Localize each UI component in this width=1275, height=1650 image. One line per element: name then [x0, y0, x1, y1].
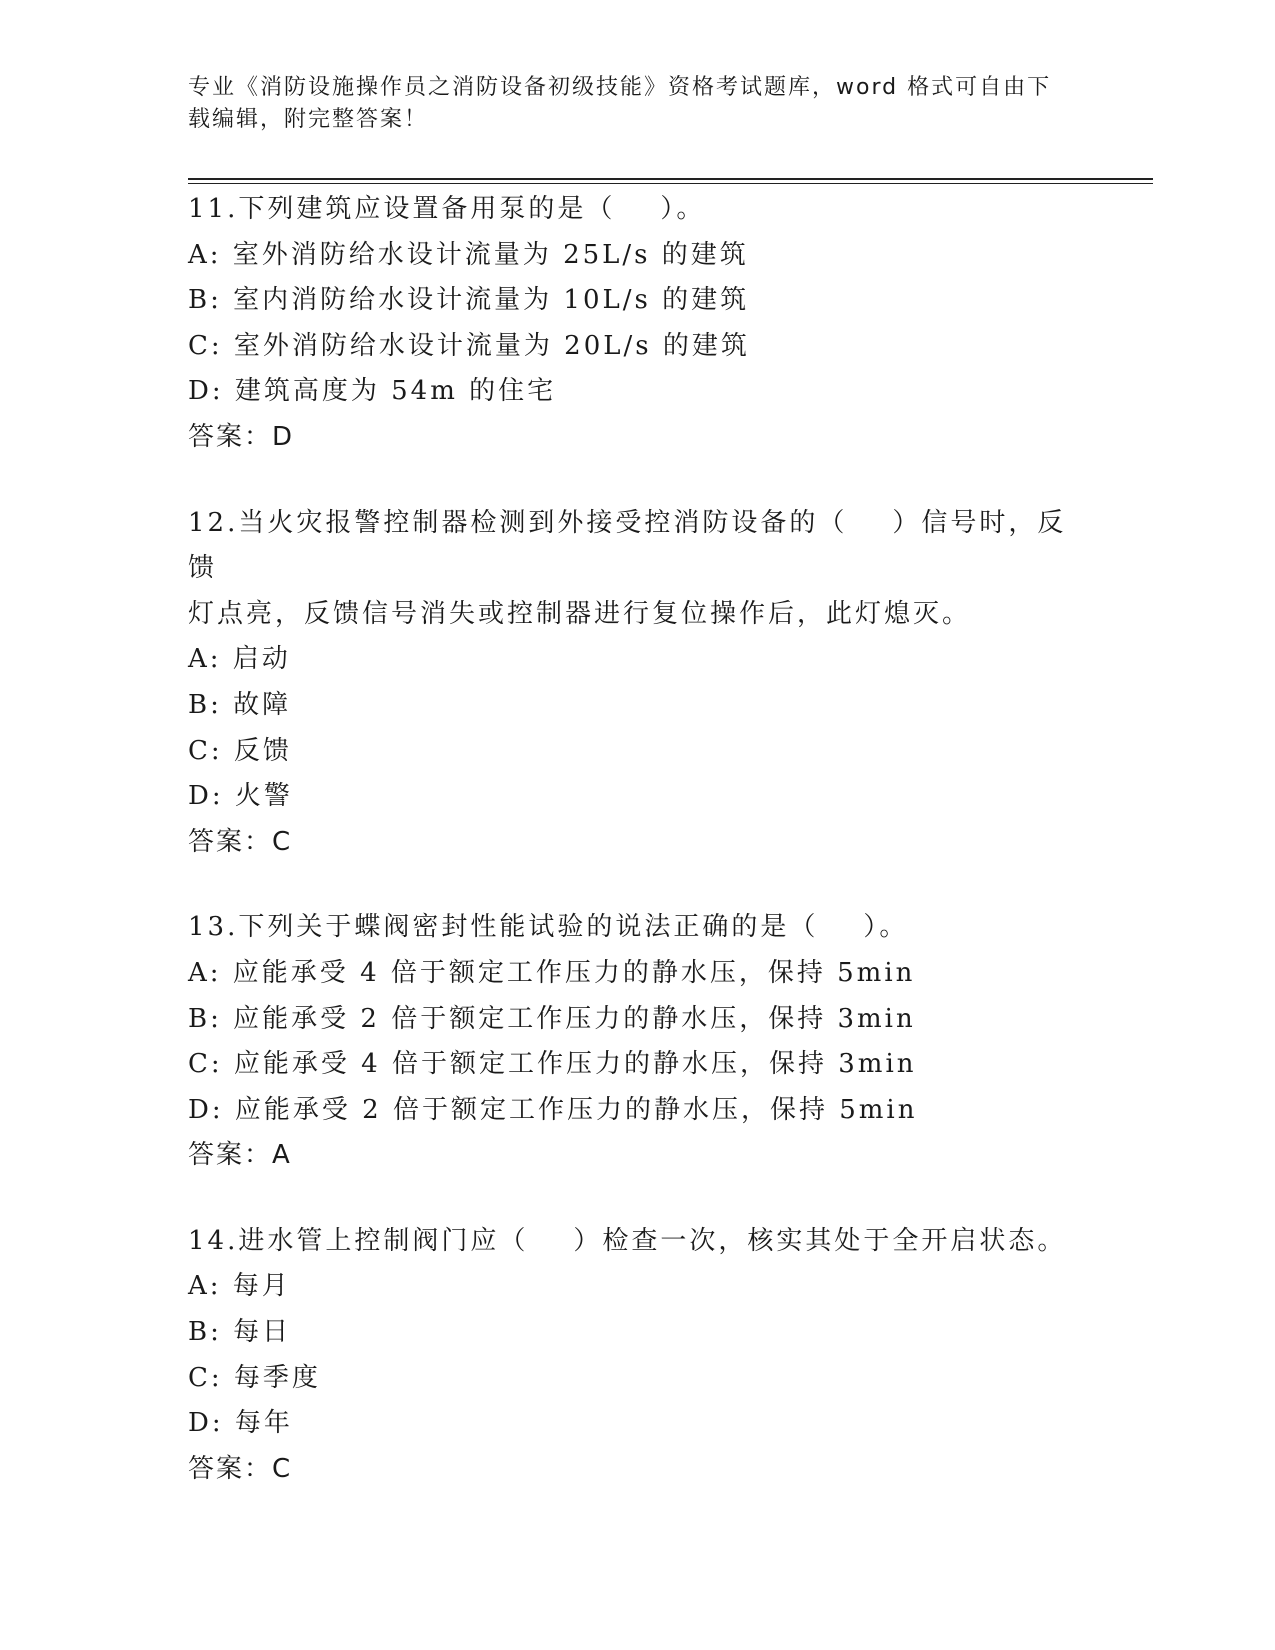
question-list	[188, 187, 1088, 1532]
answer-label: 答案：C	[188, 826, 293, 857]
header-title-line-1: 专业《消防设施操作员之消防设备初级技能》资格考试题库，word 格式可自由下	[188, 75, 1052, 100]
question-13	[188, 905, 1088, 1179]
header-divider-thick	[188, 178, 1153, 180]
header-divider-thin	[188, 183, 1153, 184]
option-a: A: 应能承受 4 倍于额定工作压力的静水压，保持 5min	[188, 957, 916, 988]
option-c: C: 应能承受 4 倍于额定工作压力的静水压，保持 3min	[188, 1049, 917, 1080]
question-11	[188, 187, 1088, 461]
option-a: A: 启动	[188, 644, 291, 675]
option-c: C: 室外消防给水设计流量为 20L/s 的建筑	[188, 330, 750, 361]
option-b: B: 故障	[188, 689, 292, 720]
question-stem: 12.当火灾报警控制器检测到外接受控消防设备的（ ）信号时，反馈	[188, 507, 1067, 584]
option-b: B: 每日	[188, 1317, 292, 1348]
option-b: B: 应能承受 2 倍于额定工作压力的静水压，保持 3min	[188, 1003, 916, 1034]
document-header	[188, 72, 1068, 136]
option-b: B: 室内消防给水设计流量为 10L/s 的建筑	[188, 285, 750, 316]
option-a: A: 每月	[188, 1271, 291, 1302]
question-14	[188, 1219, 1088, 1493]
option-d: D: 火警	[188, 781, 293, 812]
option-c: C: 反馈	[188, 735, 292, 766]
question-stem-continued: 灯点亮，反馈信号消失或控制器进行复位操作后，此灯熄灭。	[188, 598, 972, 629]
header-title-line-2: 载编辑，附完整答案！	[188, 107, 429, 132]
option-c: C: 每季度	[188, 1362, 321, 1393]
answer-label: 答案：A	[188, 1140, 292, 1171]
option-d: D: 每年	[188, 1408, 293, 1439]
option-d: D: 建筑高度为 54m 的住宅	[188, 376, 557, 407]
question-stem: 13.下列关于蝶阀密封性能试验的说法正确的是（ ）。	[188, 912, 909, 943]
question-stem: 14.进水管上控制阀门应（ ）检查一次，核实其处于全开启状态。	[188, 1225, 1067, 1256]
option-a: A: 室外消防给水设计流量为 25L/s 的建筑	[188, 239, 749, 270]
option-d: D: 应能承受 2 倍于额定工作压力的静水压，保持 5min	[188, 1094, 918, 1125]
answer-label: 答案：C	[188, 1453, 293, 1484]
question-stem: 11.下列建筑应设置备用泵的是（ ）。	[188, 194, 706, 224]
answer-label: 答案：D	[188, 421, 295, 452]
question-12	[188, 501, 1088, 866]
